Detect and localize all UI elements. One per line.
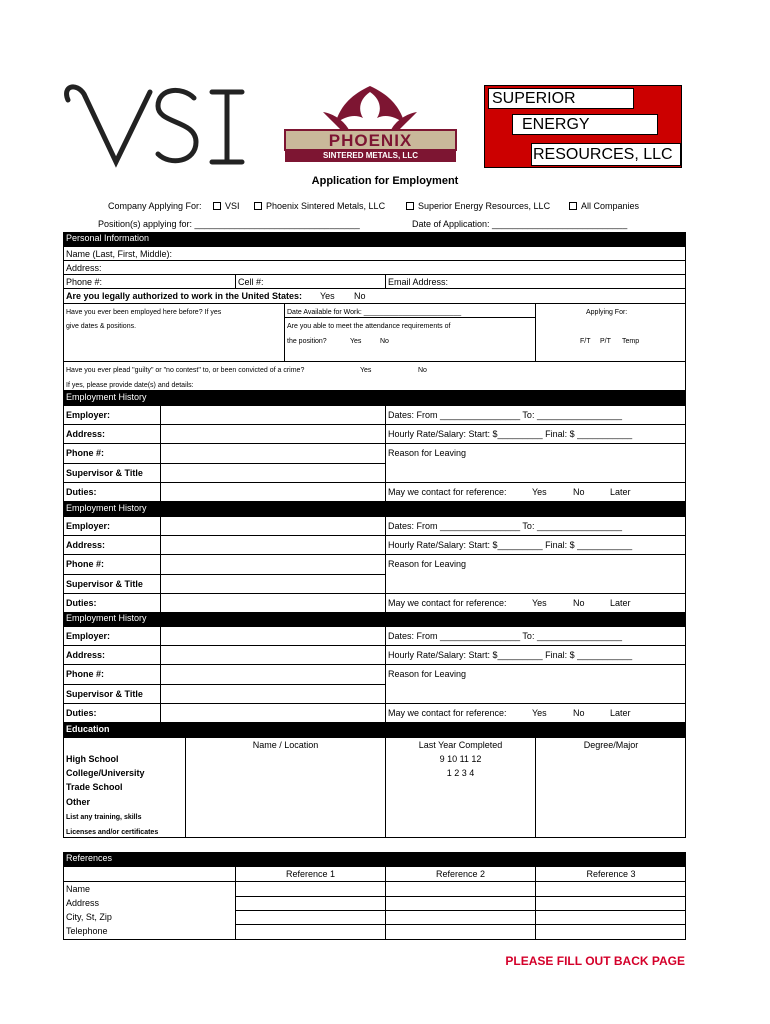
employment-2-duties-label: Duties: <box>66 598 97 608</box>
name-field[interactable]: Name (Last, First, Middle): <box>66 249 173 259</box>
applying-for-label: Applying For: <box>586 309 628 316</box>
employment-1-phone-label: Phone #: <box>66 448 105 458</box>
employment-2-duties-input[interactable] <box>161 594 384 611</box>
superior-logo <box>484 85 682 168</box>
employment-2-address-label: Address: <box>66 540 106 550</box>
employment-3-duties-label: Duties: <box>66 708 97 718</box>
crime-details-field[interactable]: If yes, please provide date(s) and details: <box>66 382 194 389</box>
reference-row-telephone: Telephone <box>66 926 108 936</box>
college-years[interactable]: 1 2 3 4 <box>446 768 475 778</box>
employment-2-supervisor-label: Supervisor & Title <box>66 579 143 589</box>
employment-history-header-3: Employment History <box>63 612 686 626</box>
employment-3-supervisor-label: Supervisor & Title <box>66 689 143 699</box>
employment-3-contact-field[interactable]: May we contact for reference: <box>388 708 507 718</box>
reference-2-header: Reference 2 <box>435 869 486 879</box>
education-col-degree: Degree/Major <box>583 740 639 750</box>
employment-1-address-input[interactable] <box>161 425 384 442</box>
vsi-logo-text <box>62 78 252 173</box>
position-field[interactable]: Position(s) applying for: _________________________________ <box>98 219 360 229</box>
company-option-superior[interactable] <box>406 201 550 212</box>
employment-2-contact-yes[interactable]: Yes <box>532 598 547 608</box>
employment-3-contact-no[interactable]: No <box>573 708 585 718</box>
employed-before-question: Have you ever been employed here before? If yes <box>66 309 222 316</box>
employment-3-supervisor-input[interactable] <box>161 685 384 702</box>
references-header: References <box>63 852 686 866</box>
employment-3-address-input[interactable] <box>161 646 384 663</box>
employment-2-reason-field[interactable]: Reason for Leaving <box>388 559 467 569</box>
employment-history-header-1: Employment History <box>63 391 686 405</box>
education-table <box>63 737 686 838</box>
email-field[interactable]: Email Address: <box>388 277 449 287</box>
company-option-vsi[interactable] <box>213 201 240 212</box>
employed-before-question-2: give dates & positions. <box>66 323 137 330</box>
education-row-other: Other <box>66 797 91 807</box>
reference-row-city: City, St, Zip <box>66 912 112 922</box>
employment-2-phone-input[interactable] <box>161 555 384 572</box>
employment-2-contact-no[interactable]: No <box>573 598 585 608</box>
employment-1-contact-no[interactable]: No <box>573 487 585 497</box>
employment-3-employer-label: Employer: <box>66 631 111 641</box>
employment-1-phone-input[interactable] <box>161 444 384 461</box>
employment-1-rate-field[interactable]: Hourly Rate/Salary: Start: $_________ Final: $ ___________ <box>388 429 633 439</box>
employment-3-dates-field[interactable]: Dates: From ________________ To: _________________ <box>388 631 623 641</box>
attendance-question-2: the position? <box>287 338 327 345</box>
employment-1-employer-input[interactable] <box>161 406 384 423</box>
crime-question: Have you ever plead "guilty" or "no contest" to, or been convicted of a crime? <box>66 367 305 374</box>
employment-3-rate-field[interactable]: Hourly Rate/Salary: Start: $_________ Final: $ ___________ <box>388 650 633 660</box>
back-page-notice: PLEASE FILL OUT BACK PAGE <box>505 954 685 968</box>
checkbox-phoenix[interactable] <box>254 202 262 210</box>
employment-history-header-2: Employment History <box>63 502 686 516</box>
applying-ft[interactable]: F/T <box>580 338 591 345</box>
attendance-question: Are you able to meet the attendance requirements of <box>287 323 451 330</box>
personal-info-header: Personal Information <box>63 232 686 246</box>
option-label: Phoenix Sintered Metals, LLC <box>266 201 386 211</box>
education-row-licenses: Licenses and/or certificates <box>66 829 159 836</box>
company-option-phoenix[interactable] <box>254 201 385 212</box>
authorized-question: Are you legally authorized to work in the United States: <box>66 291 303 301</box>
phoenix-logo-name: PHOENIX <box>328 131 413 150</box>
employment-1-employer-label: Employer: <box>66 410 111 420</box>
phoenix-logo-sub: SINTERED METALS, LLC <box>323 151 418 160</box>
education-row-high-school: High School <box>66 754 119 764</box>
address-field[interactable]: Address: <box>66 263 102 273</box>
superior-logo-line1: SUPERIOR <box>492 90 576 107</box>
education-col-name: Name / Location <box>252 740 319 750</box>
company-applying-label: Company Applying For: <box>108 201 202 211</box>
high-school-years[interactable]: 9 10 11 12 <box>439 754 482 764</box>
crime-no[interactable]: No <box>418 367 427 374</box>
phoenix-logo <box>283 84 458 164</box>
employment-1-duties-input[interactable] <box>161 483 384 500</box>
option-label: All Companies <box>581 201 640 211</box>
date-of-application-field[interactable]: Date of Application: ___________________________ <box>412 219 628 229</box>
employment-1-duties-label: Duties: <box>66 487 97 497</box>
employment-2-dates-field[interactable]: Dates: From ________________ To: _________________ <box>388 521 623 531</box>
employment-2-phone-label: Phone #: <box>66 559 105 569</box>
superior-logo-line3: RESOURCES, LLC <box>533 146 673 163</box>
employment-2-employer-input[interactable] <box>161 517 384 534</box>
attendance-yes[interactable]: Yes <box>350 338 362 345</box>
crime-yes[interactable]: Yes <box>360 367 372 374</box>
education-col-year: Last Year Completed <box>418 740 503 750</box>
employment-3-contact-yes[interactable]: Yes <box>532 708 547 718</box>
applying-temp[interactable]: Temp <box>622 338 640 345</box>
employment-2-contact-field[interactable]: May we contact for reference: <box>388 598 507 608</box>
applying-pt[interactable]: P/T <box>600 338 611 345</box>
cell-field[interactable]: Cell #: <box>238 277 264 287</box>
reference-1-header: Reference 1 <box>285 869 336 879</box>
checkbox-vsi[interactable] <box>213 202 221 210</box>
phone-field[interactable]: Phone #: <box>66 277 103 287</box>
education-header: Education <box>63 723 686 737</box>
employment-2-address-input[interactable] <box>161 536 384 553</box>
employment-3-phone-input[interactable] <box>161 665 384 682</box>
reference-row-address: Address <box>66 898 100 908</box>
attendance-no[interactable]: No <box>380 338 389 345</box>
employment-3-contact-later[interactable]: Later <box>610 708 631 718</box>
education-row-trade: Trade School <box>66 782 123 792</box>
checkbox-superior[interactable] <box>406 202 414 210</box>
authorized-no[interactable]: No <box>354 291 366 301</box>
employment-2-employer-label: Employer: <box>66 521 111 531</box>
date-available-field[interactable]: Date Available for Work: _________________________ <box>287 309 462 316</box>
option-label: VSI <box>225 201 240 211</box>
reference-row-name: Name <box>66 884 91 894</box>
employment-2-rate-field[interactable]: Hourly Rate/Salary: Start: $_________ Final: $ ___________ <box>388 540 633 550</box>
employment-3-address-label: Address: <box>66 650 106 660</box>
education-row-college: College/University <box>66 768 145 778</box>
employment-1-contact-field[interactable]: May we contact for reference: <box>388 487 507 497</box>
employment-1-reason-field[interactable]: Reason for Leaving <box>388 448 467 458</box>
employment-3-employer-input[interactable] <box>161 627 384 644</box>
employment-3-phone-label: Phone #: <box>66 669 105 679</box>
employment-2-supervisor-input[interactable] <box>161 575 384 592</box>
employment-1-contact-yes[interactable]: Yes <box>532 487 547 497</box>
employment-1-dates-field[interactable]: Dates: From ________________ To: _________________ <box>388 410 623 420</box>
employment-3-reason-field[interactable]: Reason for Leaving <box>388 669 467 679</box>
checkbox-all[interactable] <box>569 202 577 210</box>
employment-1-supervisor-input[interactable] <box>161 464 384 481</box>
employment-2-contact-later[interactable]: Later <box>610 598 631 608</box>
superior-logo-line2: ENERGY <box>522 116 590 133</box>
page-title: Application for Employment <box>311 175 459 187</box>
employment-1-supervisor-label: Supervisor & Title <box>66 468 143 478</box>
employment-3-duties-input[interactable] <box>161 704 384 721</box>
employment-1-address-label: Address: <box>66 429 106 439</box>
employment-1-contact-later[interactable]: Later <box>610 487 631 497</box>
option-label: Superior Energy Resources, LLC <box>418 201 551 211</box>
company-option-all[interactable] <box>569 201 639 212</box>
education-row-training: List any training, skills <box>66 814 142 821</box>
authorized-yes[interactable]: Yes <box>320 291 335 301</box>
reference-3-header: Reference 3 <box>586 869 636 879</box>
